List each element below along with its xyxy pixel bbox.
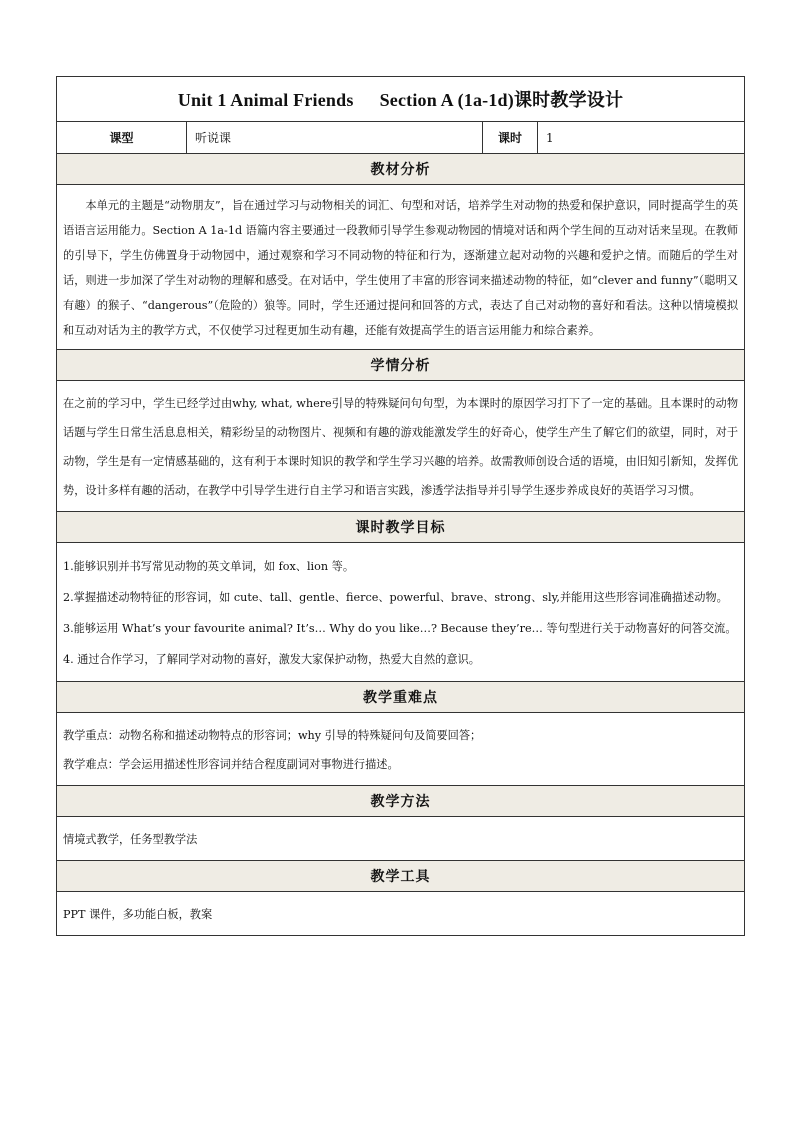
learner-analysis-header-row [57,350,745,381]
teaching-difficulty: 教学难点：学会运用描述性形容词并结合程度副词对事物进行描述。 [63,758,399,771]
lesson-plan-page [56,76,744,936]
key-points-row [57,713,745,786]
teaching-focus: 教学重点：动物名称和描述动物特点的形容词；why 引导的特殊疑问句及简要回答； [63,729,482,742]
methods-cell [57,817,745,861]
title-section: Section A (1a-1d)课时教学设计 [379,90,624,110]
methods-text: 情境式教学，任务型教学法 [63,833,198,846]
lesson-plan-table [56,76,745,936]
learner-analysis-heading: 学情分析 [57,350,745,381]
key-points-cell [57,713,745,786]
tools-header-row [57,861,745,892]
methods-row [57,817,745,861]
objectives-cell [57,543,745,682]
learner-analysis-row [57,381,745,512]
material-analysis-header-row [57,154,745,185]
methods-heading: 教学方法 [57,786,745,817]
objectives-header-row [57,512,745,543]
objectives-row [57,543,745,682]
material-analysis-text: 本单元的主题是“动物朋友”，旨在通过学习与动物相关的词汇、句型和对话，培养学生对动物的热爱和保护意识，同时提高学生的英语语言运用能力。Section A 1a-1d 语篇内容主要通过一段教师引导学生参观动物园的情境对话和两个学生间的互动对话来呈现。在教师的引导下，学生仿佛置身于动物园中，通过观察和学习不同动物的特征和行为，逐渐建立起对动物的兴趣和爱护之情。而随后的学生对话，则进一步加深了学生对动物的理解和感受。在对话中，学生使用了丰富的形容词来描述动物的特征，如“clever and funny”（聪明又有趣）的猴子、“dangerous”（危险的）狼等。同时，学生还通过提问和回答的方式，表达了自己对动物的喜好和看法。这种以情境模拟和互动对话为主的教学方式，不仅使学习过程更加生动有趣，还能有效提高学生的语言运用能力和综合素养。 [63,199,739,337]
material-analysis-row [57,185,745,350]
period-value: 1 [538,122,745,154]
objective-item: 4. 通过合作学习，了解同学对动物的喜好，激发大家保护动物，热爱大自然的意识。 [63,653,480,666]
tools-heading: 教学工具 [57,861,745,892]
objective-item: 3.能够运用 What’s your favourite animal? It’s… Why do you like…? Because they’re… 等句型进行关于动物喜好的问答交流。 [63,622,737,635]
meta-row [57,122,745,154]
material-analysis-heading: 教材分析 [57,154,745,185]
tools-row [57,892,745,936]
title-row [57,77,745,122]
key-points-header-row [57,682,745,713]
objective-item: 1.能够识别并书写常见动物的英文单词，如 fox、lion 等。 [63,560,355,573]
title-unit: Unit 1 Animal Friends [177,90,354,110]
tools-text: PPT 课件，多功能白板，教案 [63,908,213,921]
key-points-heading: 教学重难点 [57,682,745,713]
learner-analysis-text: 在之前的学习中，学生已经学过由why, what, where引导的特殊疑问句句型，为本课时的原因学习打下了一定的基础。且本课时的动物话题与学生日常生活息息相关，精彩纷呈的动物图片、视频和有趣的游戏能激发学生的好奇心，使学生产生了解它们的欲望，同时，对于动物，学生是有一定情感基础的，这有利于本课时知识的教学和学生学习兴趣的培养。故需教师创设合适的语境，由旧知引新知，发挥优势，设计多样有趣的活动，在教学中引导学生进行自主学习和语言实践，渗透学法指导并引导学生逐步养成良好的英语学习习惯。 [63,397,739,497]
objectives-heading: 课时教学目标 [57,512,745,543]
period-label: 课时 [483,122,538,154]
lesson-type-label: 课型 [57,122,187,154]
lesson-type-value: 听说课 [187,122,483,154]
material-analysis-cell [57,185,745,350]
objective-item: 2.掌握描述动物特征的形容词，如 cute、tall、gentle、fierce、powerful、brave、strong、sly,并能用这些形容词准确描述动物。 [63,591,728,604]
tools-cell [57,892,745,936]
learner-analysis-cell [57,381,745,512]
document-title [57,77,745,122]
methods-header-row [57,786,745,817]
